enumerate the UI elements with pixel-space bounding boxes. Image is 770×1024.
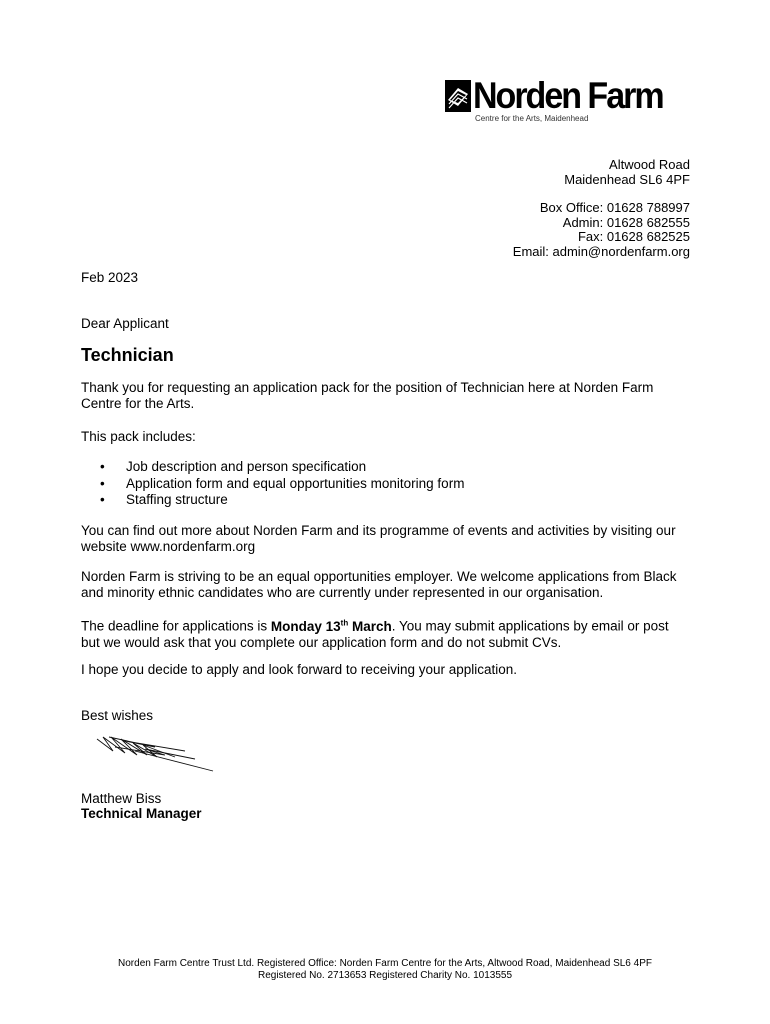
intro-paragraph: Thank you for requesting an application pack for the position of Technician here at Norden Farm Centre for the Arts. (81, 380, 654, 411)
email-address: Email: admin@nordenfarm.org (512, 243, 690, 259)
logo-wordmark: Norden Farm (473, 75, 663, 116)
position-heading: Technician (81, 345, 174, 365)
list-item: • Job description and person specification (100, 459, 464, 476)
equal-opportunities-paragraph: Norden Farm is striving to be an equal opportunities employer. We welcome applications from Black and minority ethnic candidates who are currently under represented in our organisation. (81, 569, 677, 600)
logo-mark-icon (445, 80, 471, 112)
signer-name: Matthew Biss (81, 791, 162, 806)
deadline-rest: . You may submit applications by email or post but we would ask that you complete our application form and do not submit CVs. (81, 618, 669, 650)
norden-farm-logo (445, 75, 685, 130)
address-line-1: Altwood Road (609, 157, 690, 172)
deadline-prefix: The deadline for applications is (81, 618, 271, 634)
box-office-phone: Box Office: 01628 788997 (539, 200, 690, 215)
sign-off: Best wishes (81, 708, 154, 723)
signer-title: Technical Manager (81, 806, 202, 821)
closing-paragraph: I hope you decide to apply and look forward to receiving your application. (81, 662, 518, 677)
deadline-day: Monday 13 (270, 618, 341, 634)
list-item: • Application form and equal opportunities monitoring form (100, 476, 464, 493)
website-paragraph: You can find out more about Norden Farm and its programme of events and activities by visiting our website www.nordenfarm.org (81, 523, 676, 554)
sender-address (513, 158, 690, 259)
salutation: Dear Applicant (81, 316, 169, 331)
pack-intro: This pack includes: (81, 429, 196, 444)
fax-number: Fax: 01628 682525 (577, 229, 690, 244)
deadline-day-suffix: th (340, 618, 349, 627)
address-line-2: Maidenhead SL6 4PF (564, 171, 690, 187)
deadline-month: March (348, 618, 392, 634)
footer-line-2: Registered No. 2713653 Registered Charity No. 1013555 (257, 969, 513, 981)
logo-tagline: Centre for the Arts, Maidenhead (475, 114, 589, 123)
signature-image (95, 733, 215, 773)
admin-phone: Admin: 01628 682555 (562, 214, 690, 230)
pack-contents-list (100, 459, 464, 509)
list-item: • Staffing structure (100, 492, 464, 509)
deadline-paragraph (81, 615, 691, 651)
footer (0, 958, 770, 981)
letter-date: Feb 2023 (81, 270, 139, 285)
footer-line-1: Norden Farm Centre Trust Ltd. Registered Office: Norden Farm Centre for the Arts, Altwood Road, Maidenhead SL6 4PF (118, 958, 652, 969)
